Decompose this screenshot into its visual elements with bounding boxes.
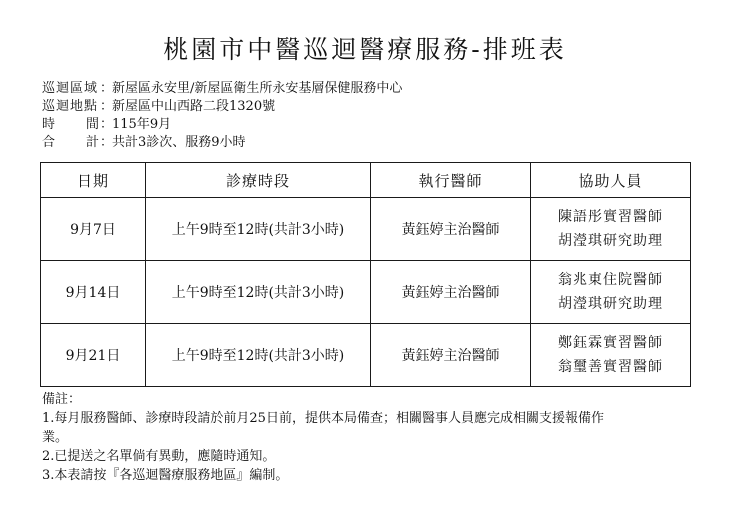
page-title: 桃園市中醫巡迴醫療服務-排班表 bbox=[163, 35, 567, 64]
note-line: 2.已提送之名單倘有異動，應隨時通知。 bbox=[42, 449, 276, 464]
info-row-area bbox=[42, 80, 402, 98]
assistant-name: 陳語彤實習醫師 bbox=[558, 209, 663, 225]
cell-time: 上午9時至12時(共計3小時) bbox=[146, 198, 371, 261]
note-line: 1.每月服務醫師、診療時段請於前月25日前，提供本局備查；相關醫事人員應完成相關支援報備作 bbox=[42, 411, 604, 426]
note-line: 業。 bbox=[42, 430, 69, 445]
cell-time: 上午9時至12時(共計3小時) bbox=[146, 261, 371, 324]
info-row-location bbox=[42, 98, 402, 116]
info-block bbox=[42, 80, 402, 152]
notes-heading: 備註： bbox=[42, 392, 82, 407]
info-label: 巡迴區域 bbox=[42, 81, 99, 96]
cell-time: 上午9時至12時(共計3小時) bbox=[146, 324, 371, 387]
info-label-char: 計 bbox=[86, 135, 100, 150]
notes-section bbox=[42, 390, 692, 485]
header-time: 診療時段 bbox=[146, 163, 371, 198]
cell-doctor: 黃鈺婷主治醫師 bbox=[371, 324, 531, 387]
schedule-table bbox=[40, 162, 691, 387]
cell-assistants bbox=[531, 324, 691, 387]
note-line: 3.本表請按『各巡迴醫療服務地區』編制。 bbox=[42, 468, 289, 483]
info-label-char: 時 bbox=[42, 117, 56, 132]
cell-date: 9月7日 bbox=[41, 198, 146, 261]
info-label bbox=[42, 134, 100, 152]
table-row bbox=[41, 198, 691, 261]
assistant-name: 鄭鈺霖實習醫師 bbox=[558, 335, 663, 351]
assistant-name: 胡瀅琪研究助理 bbox=[558, 296, 663, 312]
assistant-name: 翁兆東住院醫師 bbox=[558, 272, 663, 288]
info-separator: ： bbox=[100, 117, 114, 132]
table-header-row bbox=[41, 163, 691, 198]
info-separator: ： bbox=[100, 81, 114, 96]
assistant-name: 胡瀅琪研究助理 bbox=[558, 233, 663, 249]
cell-assistants bbox=[531, 261, 691, 324]
info-separator: ： bbox=[100, 99, 114, 114]
cell-date: 9月14日 bbox=[41, 261, 146, 324]
info-value: 新屋區中山西路二段1320號 bbox=[112, 99, 276, 114]
table-row bbox=[41, 324, 691, 387]
cell-doctor: 黃鈺婷主治醫師 bbox=[371, 261, 531, 324]
info-label bbox=[42, 116, 100, 134]
info-label: 巡迴地點 bbox=[42, 99, 99, 114]
cell-date: 9月21日 bbox=[41, 324, 146, 387]
info-value: 新屋區永安里/新屋區衛生所永安基層保健服務中心 bbox=[112, 81, 403, 96]
assistant-name: 翁璽善實習醫師 bbox=[558, 359, 663, 375]
cell-assistants bbox=[531, 198, 691, 261]
info-value: 共計3診次、服務9小時 bbox=[112, 135, 246, 150]
info-separator: ： bbox=[100, 135, 114, 150]
info-label-char: 間 bbox=[86, 117, 100, 132]
table-row bbox=[41, 261, 691, 324]
info-label-char: 合 bbox=[42, 135, 56, 150]
cell-doctor: 黃鈺婷主治醫師 bbox=[371, 198, 531, 261]
info-row-time bbox=[42, 116, 402, 134]
header-assistants: 協助人員 bbox=[531, 163, 691, 198]
info-row-total bbox=[42, 134, 402, 152]
info-value: 115年9月 bbox=[112, 117, 172, 132]
header-doctor: 執行醫師 bbox=[371, 163, 531, 198]
header-date: 日期 bbox=[41, 163, 146, 198]
